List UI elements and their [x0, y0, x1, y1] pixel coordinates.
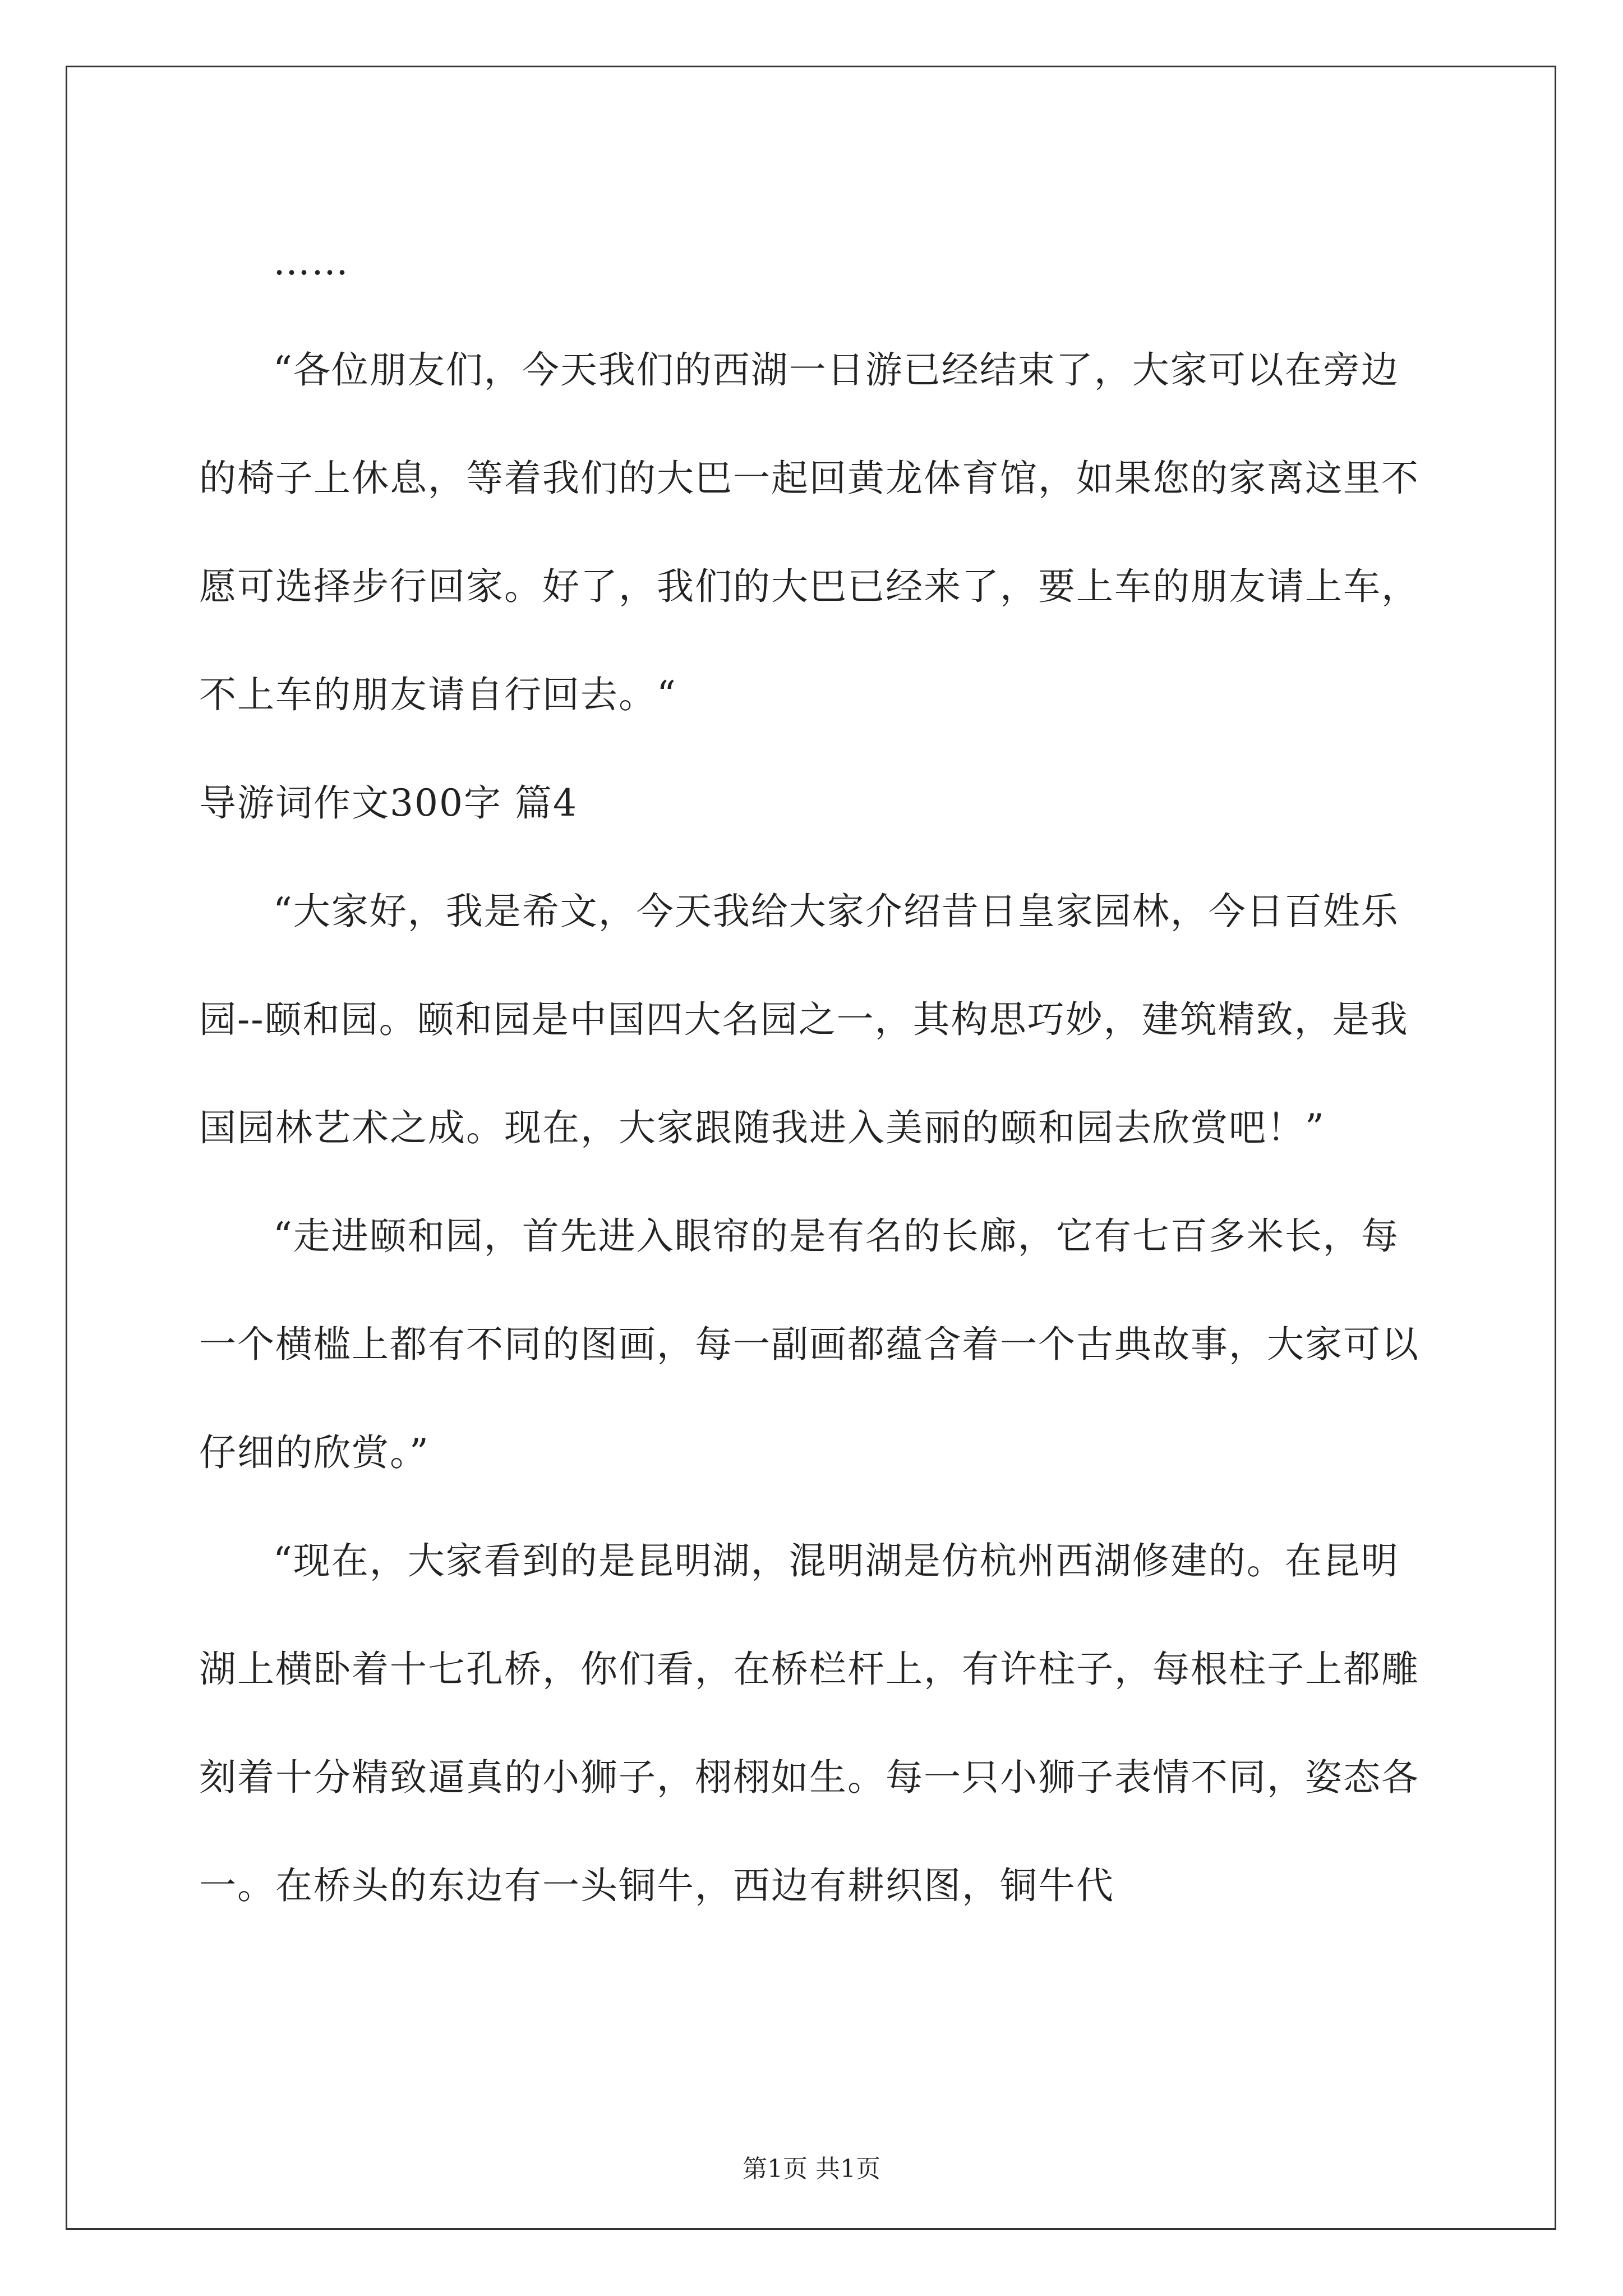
document-body [199, 208, 1427, 1940]
page-footer: 第1页 共1页 [743, 2155, 880, 2183]
paragraph-kunming-lake: “现在，大家看到的是昆明湖，混明湖是仿杭州西湖修建的。在昆明湖上横卧着十七孔桥，你们看，在桥栏杆上，有许柱子，每根柱子上都雕刻着十分精致逼真的小狮子，栩栩如生。每一只小狮子表情不同，姿态各一。在桥头的东边有一头铜牛，西边有耕织图，铜牛代 [199, 1539, 1419, 1907]
paragraph-summer-palace-intro: “大家好，我是希文，今天我给大家介绍昔日皇家园林，今日百姓乐园--颐和园。颐和园是中国四大名园之一，其构思巧妙，建筑精致，是我国园林艺术之成。现在，大家跟随我进入美丽的颐和园去欣赏吧！” [199, 890, 1409, 1149]
paragraph-long-corridor: “走进颐和园，首先进入眼帘的是有名的长廊，它有七百多米长，每一个横槛上都有不同的图画，每一副画都蕴含着一个古典故事，大家可以仔细的欣赏。” [199, 1214, 1419, 1474]
paragraph-ellipsis: …… [273, 240, 349, 283]
paragraph-west-lake-ending: “各位朋友们，今天我们的西湖一日游已经结束了，大家可以在旁边的椅子上休息，等着我们的大巴一起回黄龙体育馆，如果您的家离这里不愿可选择步行回家。好了，我们的大巴已经来了，要上车的朋友请上车，不上车的朋友请自行回去。“ [199, 348, 1419, 716]
section-heading: 导游词作文300字 篇4 [199, 781, 578, 825]
